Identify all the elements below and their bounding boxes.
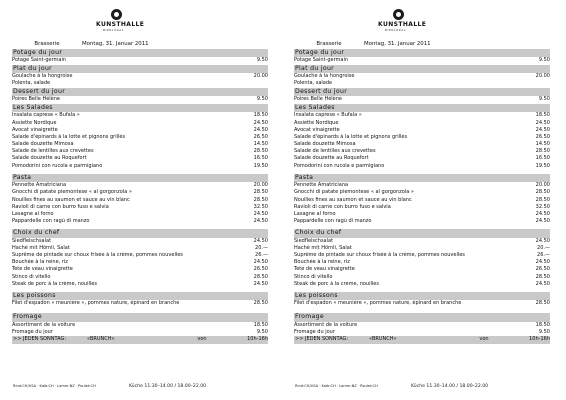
section-heading: Potage du jour: [294, 49, 550, 57]
dish-price: 14.50: [535, 141, 550, 148]
menu-item: [294, 134, 550, 141]
menu-item: [12, 127, 268, 134]
dish-price: 19.50: [535, 162, 550, 169]
menu-item: [12, 148, 268, 155]
menu-item: [12, 112, 268, 119]
dish-price: 19.50: [253, 162, 268, 169]
dish-name: Insalata caprese « Bufala »: [12, 112, 80, 119]
logo-tagline: BIERLOKAL: [385, 28, 406, 32]
section-heading: Dessert du jour: [294, 88, 550, 96]
logo-tagline: BIERLOKAL: [103, 28, 124, 32]
menu-footer: [294, 384, 550, 389]
dish-price: 28.50: [253, 300, 268, 307]
dish-price: 24.50: [535, 280, 550, 287]
menu-item: [12, 73, 268, 80]
dish-price: 24.50: [535, 259, 550, 266]
menu-item: [294, 120, 550, 127]
menu-item: [294, 300, 550, 307]
dish-price: 24.50: [253, 210, 268, 217]
section-heading: Plat du jour: [12, 65, 268, 73]
dish-price: 24.50: [253, 280, 268, 287]
dish-name: Steak de porc à la crème, nouilles: [294, 280, 379, 287]
venue-label: Brasserie: [34, 41, 60, 47]
dish-price: 24.50: [253, 126, 268, 133]
menu-item: [294, 259, 550, 266]
dish-price: 20.—: [255, 244, 268, 251]
dish-name: Goulache à la hongroise: [294, 72, 355, 79]
dish-price: 26.—: [537, 252, 550, 259]
section-heading: Plat du jour: [294, 65, 550, 73]
menu-item: [294, 141, 550, 148]
dish-name: Haché mit Hörnli, Salat: [294, 244, 352, 251]
dish-price: [242, 80, 268, 87]
dish-name: Pennette Amatriciana: [12, 182, 67, 189]
section-heading: Les Salades: [294, 104, 550, 112]
dish-name: Pappardelle con ragù di manzo: [12, 218, 90, 225]
brunch-name: «BRUNCH»: [369, 336, 397, 343]
menu-item: [294, 182, 550, 189]
dish-name: Assiette Nordique: [12, 119, 57, 126]
menu-item: [12, 259, 268, 266]
dish-name: Assiette Nordique: [294, 119, 339, 126]
section-heading: Fromage: [12, 313, 268, 321]
dish-price: 24.50: [253, 259, 268, 266]
dish-name: Stinco di vitello: [12, 273, 51, 280]
menu-item: [294, 80, 550, 87]
dish-name: Salade douzette Mimosa: [294, 141, 356, 148]
dish-name: Salade de lentilles aux crevettes: [294, 148, 376, 155]
menu-item: [294, 218, 550, 225]
dish-name: Filet d'espadon « meunière », pommes nature, épinard en branche: [12, 300, 180, 307]
menu-item: [12, 281, 268, 288]
dish-name: Salade d'épinards à la lotte et pignons grillés: [12, 133, 126, 140]
dish-name: Steak de porc à la crème, nouilles: [12, 280, 97, 287]
dish-name: Ravioli di carne con burro fuso e salvia: [294, 203, 391, 210]
menu-page-left: [12, 0, 284, 400]
menu-item: [12, 189, 268, 196]
section-heading: Les poissons: [12, 292, 268, 300]
brunch-label: >> JEDEN SONNTAG:: [295, 336, 349, 343]
dish-name: Polenta, salade: [12, 80, 51, 87]
section-heading: Dessert du jour: [12, 88, 268, 96]
menu-item: [294, 96, 550, 103]
menu-date: Montag, 31. Januar 2011: [82, 41, 149, 47]
dish-price: 24.50: [535, 210, 550, 217]
menu-item: [12, 238, 268, 245]
menu-sections: [12, 49, 268, 308]
dish-name: Fromage du jour: [12, 328, 53, 335]
dish-name: Gnocchi di patate piemontese « al gorgonzola »: [12, 189, 132, 196]
menu-item: [294, 73, 550, 80]
menu-item: [12, 155, 268, 162]
kitchen-hours: Küche 11.30–14.00 / 18.00–22.00: [411, 384, 489, 389]
dish-name: Avocat vinaigrette: [12, 126, 58, 133]
dish-price: 28.50: [535, 189, 550, 196]
dish-name: Salade douzette Mimosa: [12, 141, 74, 148]
menu-page-right: [294, 0, 566, 400]
kunsthalle-logo: [294, 9, 566, 33]
brunch-banner: [294, 336, 550, 343]
menu-item: [294, 245, 550, 252]
menu-item: [12, 57, 268, 64]
menu-item: [294, 281, 550, 288]
dish-price: 16.50: [253, 155, 268, 162]
dish-price: 32.50: [253, 203, 268, 210]
section-heading: Les Salades: [12, 104, 268, 112]
dish-price: 24.50: [253, 237, 268, 244]
section-heading: Choix du chef: [12, 229, 268, 237]
menu-item: [294, 148, 550, 155]
menu-item: [12, 182, 268, 189]
dish-price: 9.50: [538, 96, 550, 103]
dish-name: Fromage du jour: [294, 328, 335, 335]
kunsthalle-logo-icon: [393, 9, 404, 20]
dish-price: 28.50: [535, 148, 550, 155]
brunch-hours: 10h-16h: [529, 336, 550, 343]
menu-item: [12, 197, 268, 204]
menu-item: [294, 112, 550, 119]
dish-name: Suprême de pintade sur choux frisée à la crème, pommes nouvelles: [294, 252, 465, 259]
menu-item: [294, 329, 550, 336]
dish-price: 20.00: [535, 182, 550, 189]
dish-name: Assortiment de la voiture: [294, 321, 358, 328]
dish-price: 28.50: [535, 196, 550, 203]
dish-price: 28.50: [253, 273, 268, 280]
dish-name: Potage Saint-germain: [12, 56, 67, 63]
venue-label: Brasserie: [316, 41, 342, 47]
dish-name: Nouilles fines au saumon et sauce au vin blanc: [294, 196, 412, 203]
menu-sections: [294, 49, 550, 308]
menu-item: [12, 329, 268, 336]
brunch-label: >> JEDEN SONNTAG:: [13, 336, 67, 343]
dish-name: Gnocchi di patate piemontese « al gorgonzola »: [294, 189, 414, 196]
dish-price: 18.50: [535, 112, 550, 119]
menu-item: [294, 155, 550, 162]
dish-price: 28.50: [253, 189, 268, 196]
menu-item: [12, 322, 268, 329]
dish-name: Tete de veau vinaigrette: [294, 266, 355, 273]
section-heading: Les poissons: [294, 292, 550, 300]
kitchen-hours: Küche 11.30–14.00 / 18.00–22.00: [129, 384, 207, 389]
menu-list: [294, 40, 550, 344]
dish-price: 24.50: [535, 218, 550, 225]
dish-price: 28.50: [253, 148, 268, 155]
dish-name: Insalata caprese « Bufala »: [294, 112, 362, 119]
dish-price: 9.50: [256, 96, 268, 103]
dish-price: 18.50: [253, 321, 268, 328]
dish-price: 26.50: [535, 133, 550, 140]
menu-item: [12, 274, 268, 281]
cheese-section: [294, 313, 550, 336]
kunsthalle-logo: [12, 9, 284, 33]
dish-price: 20.00: [253, 182, 268, 189]
dish-name: Salade de lentilles aux crevettes: [12, 148, 94, 155]
dish-price: 14.50: [253, 141, 268, 148]
dish-price: 9.50: [256, 56, 268, 63]
dish-price: 26.—: [255, 252, 268, 259]
menu-footer: [12, 384, 268, 389]
brunch-from: von: [197, 336, 207, 343]
menu-date: Montag, 31. Januar 2011: [364, 41, 431, 47]
dish-price: 18.50: [253, 112, 268, 119]
dish-price: 32.50: [535, 203, 550, 210]
dish-name: Pappardelle con ragù di manzo: [294, 218, 372, 225]
menu-item: [294, 322, 550, 329]
menu-item: [294, 189, 550, 196]
dish-name: Tete de veau vinaigrette: [12, 266, 73, 273]
dish-name: Assortiment de la voiture: [12, 321, 76, 328]
logo-brand-name: KUNSTHALLE: [378, 21, 427, 28]
brunch-from: von: [479, 336, 489, 343]
dish-price: 28.50: [535, 273, 550, 280]
menu-item: [12, 80, 268, 87]
dish-name: Ravioli di carne con burro fuso e salvia: [12, 203, 109, 210]
menu-item: [12, 252, 268, 259]
menu-item: [12, 163, 268, 170]
menu-list: [12, 40, 268, 344]
menu-item: [294, 252, 550, 259]
dish-price: 24.50: [253, 119, 268, 126]
dish-name: Poires Belle Hélène: [294, 96, 342, 103]
menu-item: [294, 274, 550, 281]
menu-item: [12, 218, 268, 225]
dish-price: 18.50: [535, 321, 550, 328]
dish-name: Salade douzette au Roquefort: [294, 155, 369, 162]
dish-price: 26.50: [535, 266, 550, 273]
dish-name: Salade douzette au Roquefort: [12, 155, 87, 162]
dish-name: Poires Belle Hélène: [12, 96, 60, 103]
dish-price: 20.00: [253, 72, 268, 79]
section-heading: Pasta: [294, 174, 550, 182]
dish-price: 24.50: [535, 119, 550, 126]
dish-name: Avocat vinaigrette: [294, 126, 340, 133]
menu-item: [294, 211, 550, 218]
dish-name: Salade d'épinards à la lotte et pignons grillés: [294, 133, 408, 140]
dish-price: 20.—: [537, 244, 550, 251]
menu-item: [294, 127, 550, 134]
menu-item: [294, 197, 550, 204]
section-heading: Fromage: [294, 313, 550, 321]
dish-name: Pomodorini con rucola e parmigiano: [294, 162, 385, 169]
dish-price: 26.50: [253, 133, 268, 140]
menu-item: [12, 134, 268, 141]
menu-item: [294, 163, 550, 170]
dish-name: Filet d'espadon « meunière », pommes nature, épinard en branche: [294, 300, 462, 307]
menu-item: [12, 245, 268, 252]
dish-name: Stinco di vitello: [294, 273, 333, 280]
section-heading: Potage du jour: [12, 49, 268, 57]
dish-price: 16.50: [535, 155, 550, 162]
dish-name: Bouchée à la reine, riz: [294, 259, 350, 266]
menu-item: [294, 57, 550, 64]
menu-item: [294, 204, 550, 211]
menu-item: [12, 211, 268, 218]
dish-name: Siedfleischsalat: [12, 237, 52, 244]
logo-brand-name: KUNSTHALLE: [96, 21, 145, 28]
dish-price: 24.50: [253, 218, 268, 225]
dish-name: Bouchée à la reine, riz: [12, 259, 68, 266]
meat-origin: Rind:CH/USA · Kalb:CH · Lamm:NZ · Poulet:CH: [13, 384, 96, 388]
brunch-name: «BRUNCH»: [87, 336, 115, 343]
dish-price: 9.50: [538, 328, 550, 335]
menu-item: [12, 266, 268, 273]
dish-name: Suprême de pintade sur choux frisée à la crème, pommes nouvelles: [12, 252, 183, 259]
menu-item: [12, 96, 268, 103]
dish-name: Polenta, salade: [294, 80, 333, 87]
dish-price: 28.50: [535, 300, 550, 307]
menu-item: [294, 238, 550, 245]
dish-price: 9.50: [256, 328, 268, 335]
dish-name: Pomodorini con rucola e parmigiano: [12, 162, 103, 169]
menu-header: [12, 40, 268, 48]
menu-item: [294, 266, 550, 273]
brunch-hours: 10h-16h: [247, 336, 268, 343]
menu-item: [12, 120, 268, 127]
dish-name: Lasagne al forno: [294, 210, 336, 217]
dish-name: Nouilles fines au saumon et sauce au vin blanc: [12, 196, 130, 203]
dish-price: 20.00: [535, 72, 550, 79]
menu-item: [12, 141, 268, 148]
dish-name: Haché mit Hörnli, Salat: [12, 244, 70, 251]
section-heading: Choix du chef: [294, 229, 550, 237]
brunch-banner: [12, 336, 268, 343]
meat-origin: Rind:CH/USA · Kalb:CH · Lamm:NZ · Poulet:CH: [295, 384, 378, 388]
menu-item: [12, 204, 268, 211]
dish-name: Lasagne al forno: [12, 210, 54, 217]
dish-price: 24.50: [535, 126, 550, 133]
dish-name: Potage Saint-germain: [294, 56, 349, 63]
kunsthalle-logo-icon: [111, 9, 122, 20]
dish-name: Goulache à la hongroise: [12, 72, 73, 79]
dish-price: 26.50: [253, 266, 268, 273]
menu-header: [294, 40, 550, 48]
dish-name: Pennette Amatriciana: [294, 182, 349, 189]
menu-item: [12, 300, 268, 307]
dish-price: 28.50: [253, 196, 268, 203]
dish-name: Siedfleischsalat: [294, 237, 334, 244]
dish-price: 24.50: [535, 237, 550, 244]
dish-price: 9.50: [538, 56, 550, 63]
section-heading: Pasta: [12, 174, 268, 182]
cheese-section: [12, 313, 268, 336]
dish-price: [524, 80, 550, 87]
